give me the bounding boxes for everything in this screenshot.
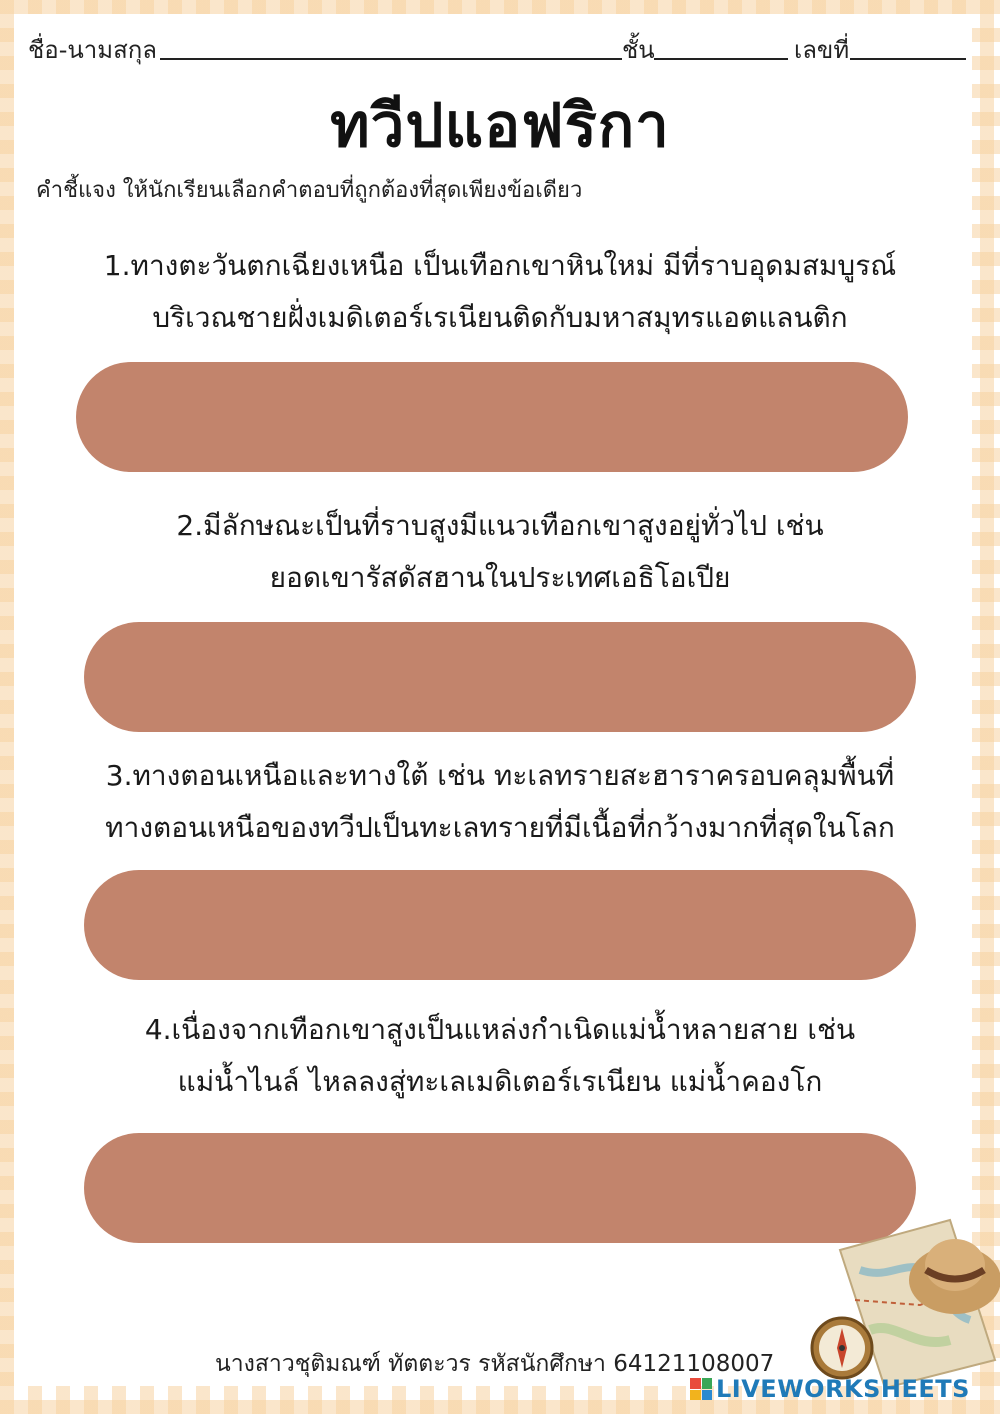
question-4-line-2: แม่น้ำไนล์ ไหลลงสู่ทะเลเมดิเตอร์เรเนียน แม่น้ำคองโก bbox=[177, 1065, 823, 1098]
name-label: ชื่อ-นามสกุล bbox=[28, 36, 157, 64]
name-field[interactable] bbox=[160, 58, 622, 60]
logo-mark-icon bbox=[690, 1378, 712, 1400]
author-footer: นางสาวชุติมณฑ์ ทัตตะวร รหัสนักศึกษา 64121108007 bbox=[215, 1351, 775, 1377]
compass-icon bbox=[812, 1318, 872, 1378]
number-field[interactable] bbox=[850, 58, 966, 60]
student-info-header bbox=[28, 30, 968, 66]
question-1 bbox=[40, 240, 960, 344]
answer-box-2[interactable] bbox=[84, 622, 916, 732]
answer-box-1[interactable] bbox=[76, 362, 908, 472]
question-1-line-1: 1.ทางตะวันตกเฉียงเหนือ เป็นเทือกเขาหินใหม่ มีที่ราบอุดมสมบูรณ์ bbox=[103, 249, 897, 282]
question-2 bbox=[40, 500, 960, 604]
logo-text: LIVEWORKSHEETS bbox=[716, 1375, 970, 1403]
question-4 bbox=[40, 1004, 960, 1108]
answer-box-3[interactable] bbox=[84, 870, 916, 980]
liveworksheets-logo bbox=[690, 1374, 970, 1404]
question-3 bbox=[40, 750, 960, 854]
instructions-text: คำชี้แจง ให้นักเรียนเลือกคำตอบที่ถูกต้องที่สุดเพียงข้อเดียว bbox=[36, 178, 583, 203]
number-label: เลขที่ bbox=[794, 36, 850, 64]
question-2-line-1: 2.มีลักษณะเป็นที่ราบสูงมีแนวเทือกเขาสูงอยู่ทั่วไป เช่น bbox=[176, 509, 824, 542]
answer-box-4[interactable] bbox=[84, 1133, 916, 1243]
page-title: ทวีปแอฟริกา bbox=[330, 91, 670, 161]
question-3-line-1: 3.ทางตอนเหนือและทางใต้ เช่น ทะเลทรายสะฮาราครอบคลุมพื้นที่ bbox=[105, 759, 895, 792]
question-1-line-2: บริเวณชายฝั่งเมดิเตอร์เรเนียนติดกับมหาสมุทรแอตแลนติก bbox=[152, 301, 848, 334]
question-4-line-1: 4.เนื่องจากเทือกเขาสูงเป็นแหล่งกำเนิดแม่น้ำหลายสาย เช่น bbox=[144, 1013, 856, 1046]
explorer-illustration-icon bbox=[800, 1210, 1000, 1390]
question-3-line-2: ทางตอนเหนือของทวีปเป็นทะเลทรายที่มีเนื้อที่กว้างมากที่สุดในโลก bbox=[105, 811, 895, 844]
class-field[interactable] bbox=[654, 58, 788, 60]
question-2-line-2: ยอดเขารัสดัสฮานในประเทศเอธิโอเปีย bbox=[269, 561, 731, 594]
class-label: ชั้น bbox=[622, 36, 655, 64]
